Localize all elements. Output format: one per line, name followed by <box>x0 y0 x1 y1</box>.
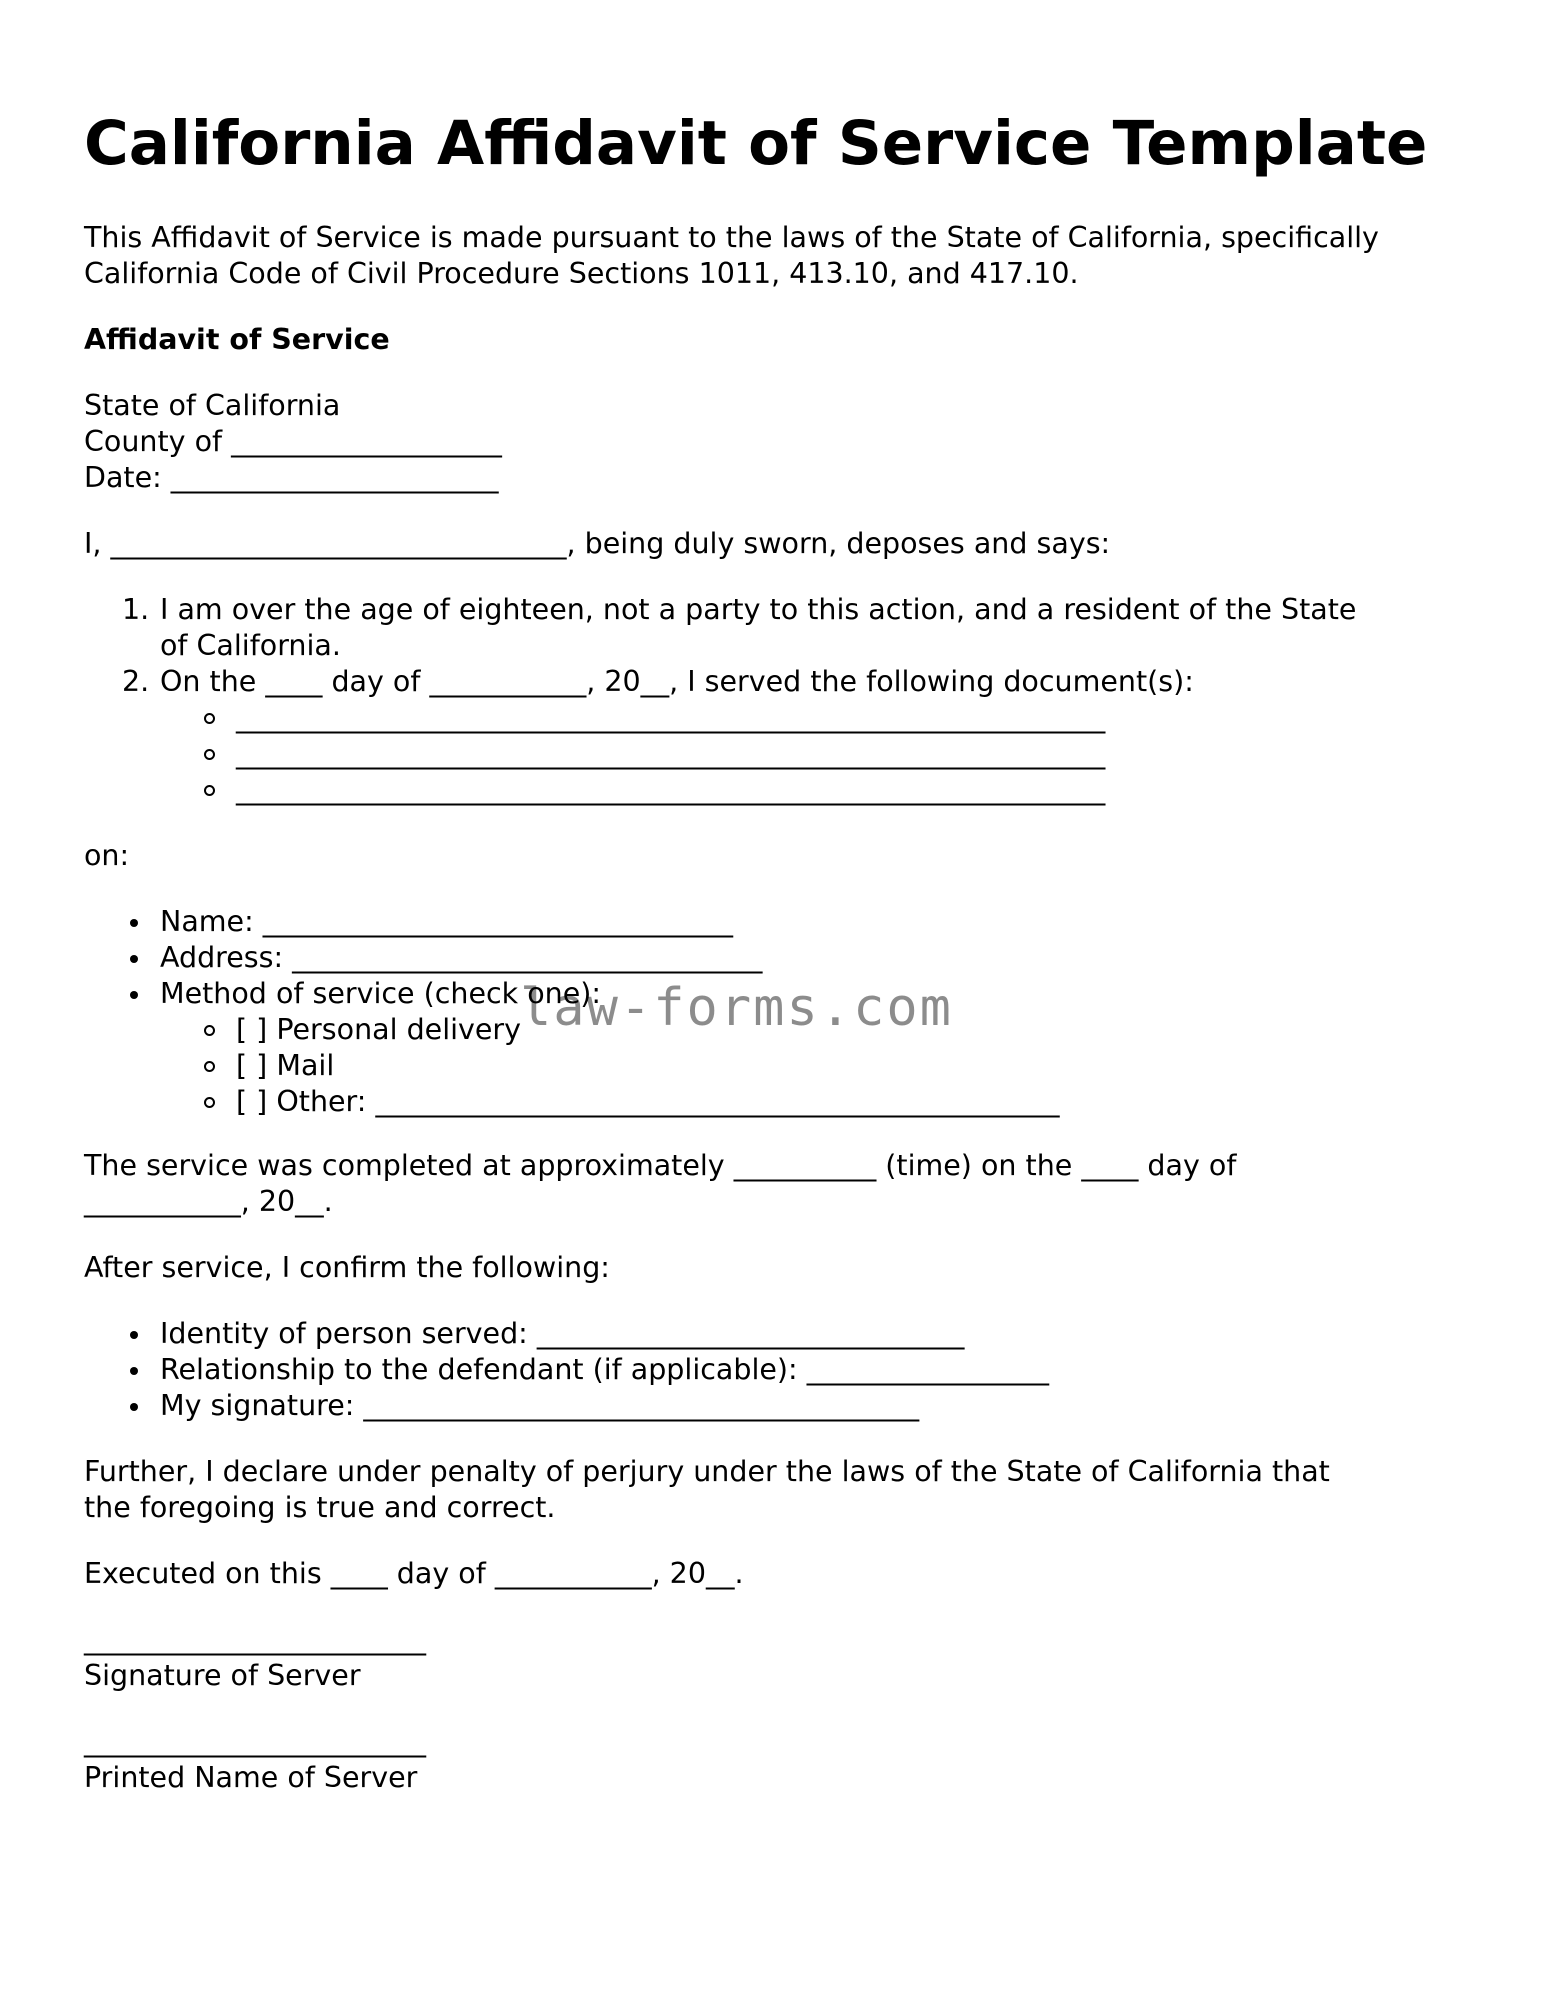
method-option-label: [ ] Mail <box>236 1049 335 1082</box>
recipient-address-item <box>84 940 1059 976</box>
document-blank-line: _____________________________________________________________ <box>236 737 1106 770</box>
completion-line-1: The service was completed at approximately __________ (time) on the ____ day of <box>84 1149 1237 1182</box>
document-blank-line: _____________________________________________________________ <box>236 701 1106 734</box>
venue-block <box>84 388 502 496</box>
confirmation-item <box>84 1352 1049 1388</box>
statement-text-line-2: of California. <box>160 629 341 662</box>
circle-bullet-icon <box>204 1025 215 1036</box>
bullet-icon <box>130 955 138 963</box>
intro-line-1: This Affidavit of Service is made pursuant to the laws of the State of California, specifically <box>84 221 1379 254</box>
declaration-paragraph <box>84 1454 1330 1526</box>
confirmations-list <box>84 1316 1049 1424</box>
completion-line-2: ___________, 20__. <box>84 1185 333 1218</box>
method-option-mail <box>84 1048 1059 1084</box>
printed-name-label: Printed Name of Server <box>84 1761 418 1794</box>
method-option-other <box>84 1084 1059 1120</box>
recipient-name: Name: _________________________________ <box>160 905 733 938</box>
venue-date: Date: _______________________ <box>84 461 499 494</box>
circle-bullet-icon <box>204 1061 215 1072</box>
recipient-address: Address: _________________________________ <box>160 941 763 974</box>
confirmation-text: Relationship to the defendant (if applicable): _________________ <box>160 1353 1049 1386</box>
statements-list <box>84 592 1356 808</box>
page-title: California Affidavit of Service Template <box>84 108 1428 179</box>
bullet-icon <box>130 1403 138 1411</box>
circle-bullet-icon <box>204 713 215 724</box>
printed-name-block <box>84 1724 426 1796</box>
bullet-icon <box>130 1331 138 1339</box>
section-heading: Affidavit of Service <box>84 323 390 356</box>
venue-state: State of California <box>84 389 341 422</box>
signature-line: ________________________ <box>84 1623 426 1656</box>
method-option-label: [ ] Other: ________________________________________________ <box>236 1085 1060 1118</box>
declaration-line-2: the foregoing is true and correct. <box>84 1491 556 1524</box>
executed-line: Executed on this ____ day of ___________, 20__. <box>84 1557 744 1590</box>
service-method-label: Method of service (check one): <box>160 977 601 1010</box>
confirm-label: After service, I confirm the following: <box>84 1251 610 1284</box>
watermark-text: law-forms.com <box>520 978 953 1038</box>
completion-paragraph <box>84 1148 1236 1220</box>
confirmation-item <box>84 1388 1049 1424</box>
printed-name-line: ________________________ <box>84 1725 426 1758</box>
statement-item <box>84 592 1356 664</box>
intro-line-2: California Code of Civil Procedure Sections 1011, 413.10, and 417.10. <box>84 257 1079 290</box>
confirmation-text: My signature: _______________________________________ <box>160 1389 920 1422</box>
circle-bullet-icon <box>204 1097 215 1108</box>
intro-paragraph <box>84 220 1379 292</box>
bullet-icon <box>130 1367 138 1375</box>
signature-label: Signature of Server <box>84 1659 361 1692</box>
circle-bullet-icon <box>204 785 215 796</box>
on-label: on: <box>84 839 130 872</box>
statement-number: 1. <box>122 593 150 626</box>
signature-block <box>84 1622 426 1694</box>
bullet-icon <box>130 991 138 999</box>
method-option-label: [ ] Personal delivery <box>236 1013 522 1046</box>
venue-county: County of ___________________ <box>84 425 502 458</box>
bullet-icon <box>130 919 138 927</box>
document-blank <box>84 736 1356 772</box>
declaration-line-1: Further, I declare under penalty of perjury under the laws of the State of California that <box>84 1455 1330 1488</box>
confirmation-text: Identity of person served: ______________________________ <box>160 1317 965 1350</box>
recipient-name-item <box>84 904 1059 940</box>
document-blank <box>84 700 1356 736</box>
document-blank-line: _____________________________________________________________ <box>236 773 1106 806</box>
statement-text-line-1: I am over the age of eighteen, not a party to this action, and a resident of the State <box>160 593 1357 626</box>
circle-bullet-icon <box>204 749 215 760</box>
statement-item <box>84 664 1356 700</box>
statement-text-line-1: On the ____ day of ___________, 20__, I served the following document(s): <box>160 665 1194 698</box>
document-blank <box>84 772 1356 808</box>
oath-line: I, ________________________________, being duly sworn, deposes and says: <box>84 527 1111 560</box>
confirmation-item <box>84 1316 1049 1352</box>
statement-number: 2. <box>122 665 150 698</box>
